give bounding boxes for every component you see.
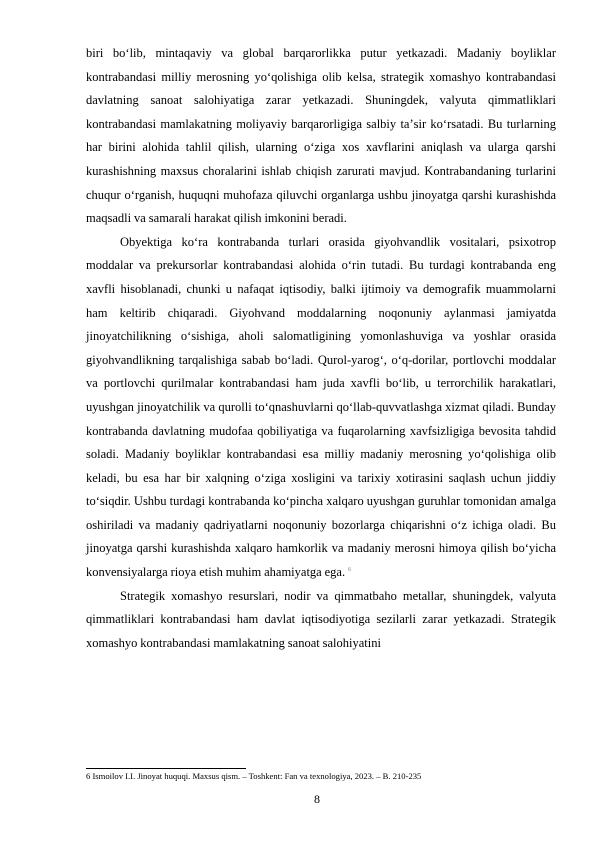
footnote-separator (86, 768, 246, 769)
footnote: 6 Ismoilov I.I. Jinoyat huquqi. Maxsus qism. – Toshkent: Fan va texnologiya, 2023. – B. 210-235 (86, 771, 422, 781)
paragraph-continuation: biri boʻlib, mintaqaviy va global barqarorlikka putur yetkazadi. Madaniy boyliklar kontrabandasi milliy merosning yoʻqolishiga olib kelsa, strategik xomashyo kontrabandasi davlatning sanoat salohiyatiga zarar yetkazadi. Shuningdek, valyuta qimmatliklari kontrabandasi mamlakatning moliyaviy barqarorligiga salbiy taʼsir koʻrsatadi. Bu turlarning har birini alohida tahlil qilish, ularning oʻziga xos xavflarini aniqlash va ularga qarshi kurashishning maxsus choralarini ishlab chiqish zarurati mavjud. Kontrabandaning turlarini chuqur oʻrganish, huquqni muhofaza qiluvchi organlarga ushbu jinoyatga qarshi kurashishda maqsadli va samarali harakat qilish imkonini beradi. (86, 46, 556, 226)
body-text (86, 42, 556, 655)
footnote-reference[interactable]: 6 (348, 566, 352, 573)
paragraph-contraband-types (86, 231, 556, 585)
page-number: 8 (314, 792, 320, 806)
paragraph-contraband-types-text: Obyektiga koʻra kontrabanda turlari orasida giyohvandlik vositalari, psixotrop moddalar va prekursorlar kontrabandasi alohida oʻrin tutadi. Bu turdagi kontrabanda eng xavfli hisoblanadi, chunki u nafaqat iqtisodiy, balki ijtimoiy va demografik muammolarni ham keltirib chiqaradi. Giyohvand moddalarning noqonuniy aylanmasi jamiyatda jinoyatchilikning oʻsishiga, aholi salomatligining yomonlashuviga va yoshlar orasida giyohvandlikning tarqalishiga sabab boʻladi. Qurol-yarogʻ, oʻq-dorilar, portlovchi moddalar va portlovchi qurilmalar kontrabandasi ham juda xavfli boʻlib, u terrorchilik harakatlari, uyushgan jinoyatchilik va qurolli toʻqnashuvlarni qoʻllab-quvvatlashga xizmat qiladi. Bunday kontrabanda davlatning mudofaa qobiliyatiga va fuqarolarning xavfsizligiga bevosita tahdid soladi. Madaniy boyliklar kontrabandasi esa milliy madaniy merosning yoʻqolishiga olib keladi, bu esa har bir xalqning oʻziga xosligini va tarixiy xotirasini saqlash uchun jiddiy toʻsiqdir. Ushbu turdagi kontrabanda koʻpincha xalqaro uyushgan guruhlar tomonidan amalga oshiriladi va madaniy qadriyatlarni noqonuniy bozorlarga chiqarishni oʻz ichiga oladi. Bu jinoyatga qarshi kurashishda xalqaro hamkorlik va madaniy merosni himoya qilish boʻyicha konvensiyalarga rioya etish muhim ahamiyatga ega. (86, 234, 556, 580)
paragraph-strategic-resources: Strategik xomashyo resurslari, nodir va qimmatbaho metallar, shuningdek, valyuta qimmatliklari kontrabandasi ham davlat iqtisodiyotiga sezilarli zarar yetkazadi. Strategik xomashyo kontrabandasi mamlakatning sanoat salohiyatini (86, 588, 556, 650)
